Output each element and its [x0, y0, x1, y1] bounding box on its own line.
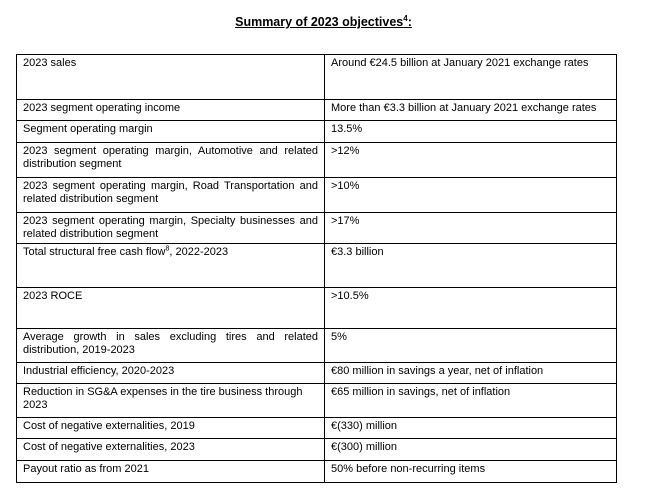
table-row	[17, 55, 617, 100]
table-row	[17, 439, 617, 461]
row-label: 2023 sales	[17, 55, 325, 100]
table-row	[17, 363, 617, 384]
table-row	[17, 461, 617, 483]
table-row	[17, 178, 617, 213]
row-label: 2023 ROCE	[17, 288, 325, 329]
row-value: €65 million in savings, net of inflation	[325, 384, 617, 418]
row-value: >17%	[325, 213, 617, 244]
row-value: €3.3 billion	[325, 244, 617, 288]
page-title	[0, 14, 647, 29]
row-label-suffix: , 2022-2023	[169, 246, 229, 258]
table-row	[17, 100, 617, 121]
table-row	[17, 288, 617, 329]
footnote-ref: 8	[165, 245, 170, 253]
row-label: Average growth in sales excluding tires and related distribution, 2019-2023	[17, 329, 325, 363]
row-value: 13.5%	[325, 121, 617, 143]
row-label	[17, 244, 325, 288]
row-value: €(300) million	[325, 439, 617, 461]
row-value: Around €24.5 billion at January 2021 exchange rates	[325, 55, 617, 100]
table-row	[17, 384, 617, 418]
row-label: Industrial efficiency, 2020-2023	[17, 363, 325, 384]
row-value: 50% before non-recurring items	[325, 461, 617, 483]
row-label: Payout ratio as from 2021	[17, 461, 325, 483]
table-row	[17, 143, 617, 178]
row-value: More than €3.3 billion at January 2021 exchange rates	[325, 100, 617, 121]
row-label: 2023 segment operating margin, Road Transportation and related distribution segment	[17, 178, 325, 213]
row-label: Segment operating margin	[17, 121, 325, 143]
row-label: Cost of negative externalities, 2019	[17, 418, 325, 439]
row-label: 2023 segment operating margin, Specialty businesses and related distribution segment	[17, 213, 325, 244]
row-value: €(330) million	[325, 418, 617, 439]
row-label: 2023 segment operating income	[17, 100, 325, 121]
row-label: Cost of negative externalities, 2023	[17, 439, 325, 461]
row-label: Reduction in SG&A expenses in the tire business through 2023	[17, 384, 325, 418]
row-label-text: Total structural free cash flow	[23, 246, 166, 258]
table-row	[17, 244, 617, 288]
row-value: 5%	[325, 329, 617, 363]
row-value: >10.5%	[325, 288, 617, 329]
table-row	[17, 329, 617, 363]
row-value: €80 million in savings a year, net of inflation	[325, 363, 617, 384]
table-row	[17, 418, 617, 439]
title-footnote-ref: 4	[403, 14, 408, 23]
table-row	[17, 121, 617, 143]
title-colon: :	[407, 15, 412, 30]
title-text: Summary of 2023 objectives	[235, 15, 404, 30]
table-row	[17, 213, 617, 244]
row-value: >12%	[325, 143, 617, 178]
objectives-table	[16, 54, 617, 483]
row-label: 2023 segment operating margin, Automotive and related distribution segment	[17, 143, 325, 178]
row-value: >10%	[325, 178, 617, 213]
